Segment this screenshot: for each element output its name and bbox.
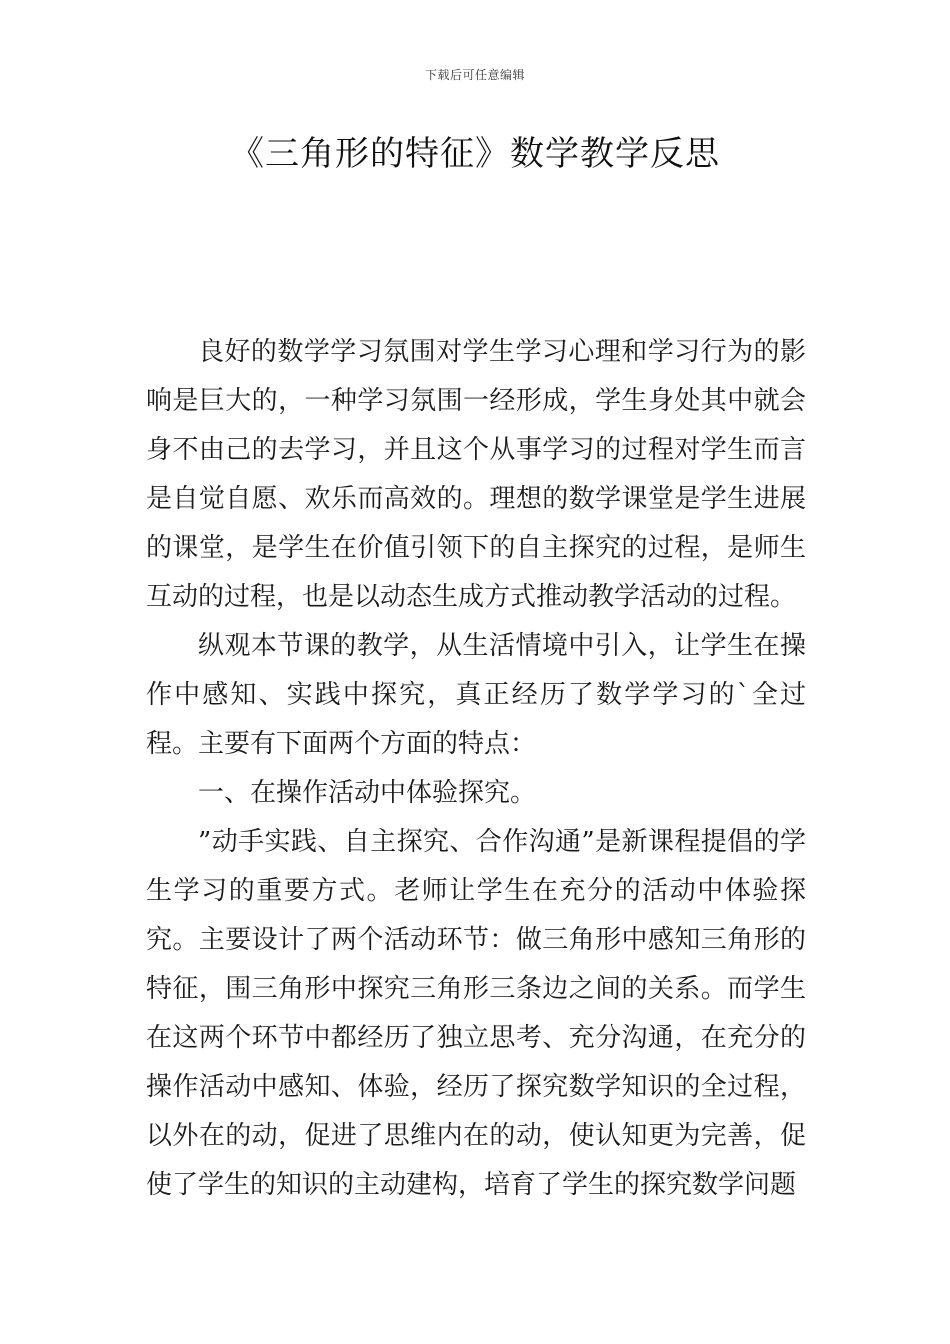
document-body: [146, 328, 806, 1210]
header-note: 下载后可任意编辑: [424, 68, 525, 82]
paragraph-1: 良好的数学学习氛围对学生学习心理和学习行为的影响是巨大的，一种学习氛围一经形成，学生身处其中就会身不由己的去学习，并且这个从事学习的过程对学生而言是自觉自愿、欢乐而高效的。理想的数学课堂是学生进展的课堂，是学生在价值引领下的自主探究的过程，是师生互动的过程，也是以动态生成方式推动教学活动的过程。: [146, 337, 806, 612]
paragraph-3: 一、在操作活动中体验探究。: [198, 778, 537, 808]
document-title: 《三角形的特征》数学教学反思: [230, 134, 720, 174]
paragraph-4: ”动手实践、自主探究、合作沟通”是新课程提倡的学生学习的重要方式。老师让学生在充分的活动中体验探究。主要设计了两个活动环节：做三角形中感知三角形的特征，围三角形中探究三角形三条边之间的关系。而学生在这两个环节中都经历了独立思考、充分沟通，在充分的操作活动中感知、体验，经历了探究数学知识的全过程，以外在的动，促进了思维内在的动，使认知更为完善，促使了学生的知识的主动建构，培育了学生的探究数学问题: [146, 827, 806, 1200]
paragraph-2: 纵观本节课的教学，从生活情境中引入，让学生在操作中感知、实践中探究，真正经历了数学学习的`全过程。主要有下面两个方面的特点：: [146, 631, 806, 759]
